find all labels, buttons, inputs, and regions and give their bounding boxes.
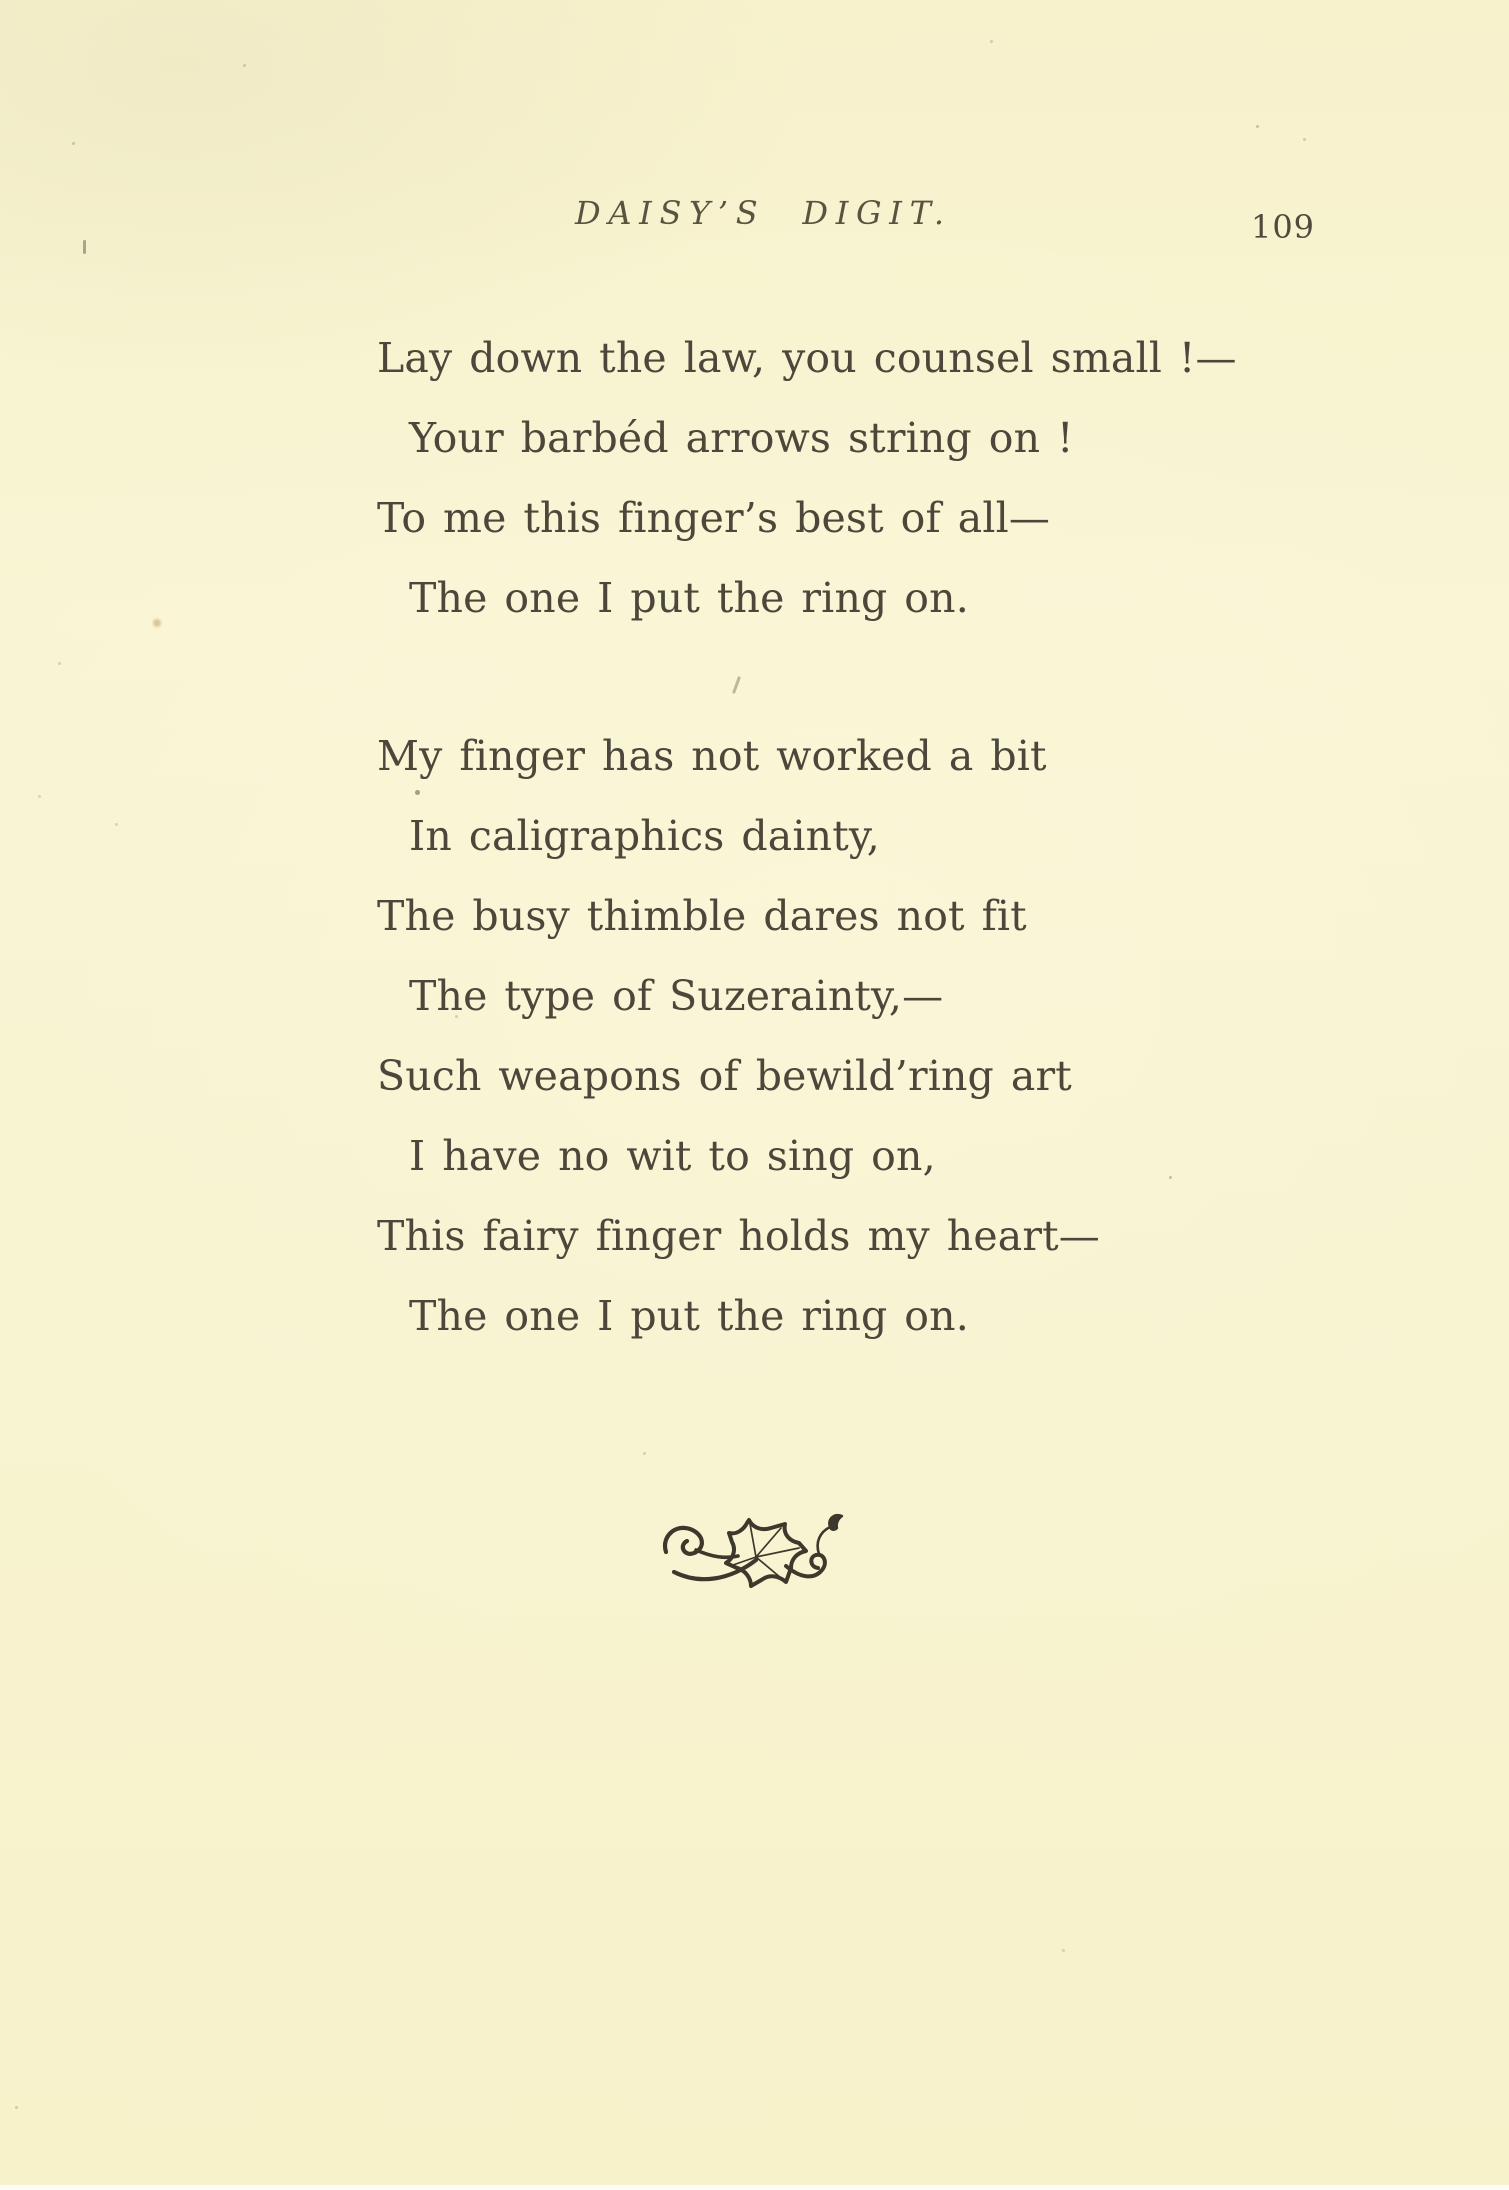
stanza-2 [377,716,1237,1356]
poem-line: The type of Suzerainty,— [409,972,944,1020]
poem-line: The busy thimble dares not fit [377,892,1027,940]
poem-line: In caligraphics dainty, [409,812,880,860]
paper-stain [153,619,161,627]
poem-line: Such weapons of bewild’ring art [377,1052,1072,1100]
stray-dot-mark [415,790,420,795]
stanza-1 [377,318,1237,638]
poem [377,318,1237,1356]
page-title: DAISY’S DIGIT. [575,194,952,232]
ivy-vine-tailpiece-icon [652,1500,852,1595]
poem-line: I have no wit to sing on, [409,1132,936,1180]
poem-line: The one I put the ring on. [409,1292,969,1340]
poem-line: The one I put the ring on. [409,574,969,622]
stray-ink-mark [83,240,86,254]
poem-line: Your barbéd arrows string on ! [409,414,1074,462]
page-number: 109 [1251,208,1315,246]
paper-specks [0,0,3,3]
poem-line: To me this finger’s best of all— [377,494,1051,542]
poem-line: My finger has not worked a bit [377,732,1047,780]
poem-line: This fairy finger holds my heart— [377,1212,1100,1260]
scan-edge [0,2185,1509,2190]
poem-line: Lay down the law, you counsel small !— [377,334,1237,382]
